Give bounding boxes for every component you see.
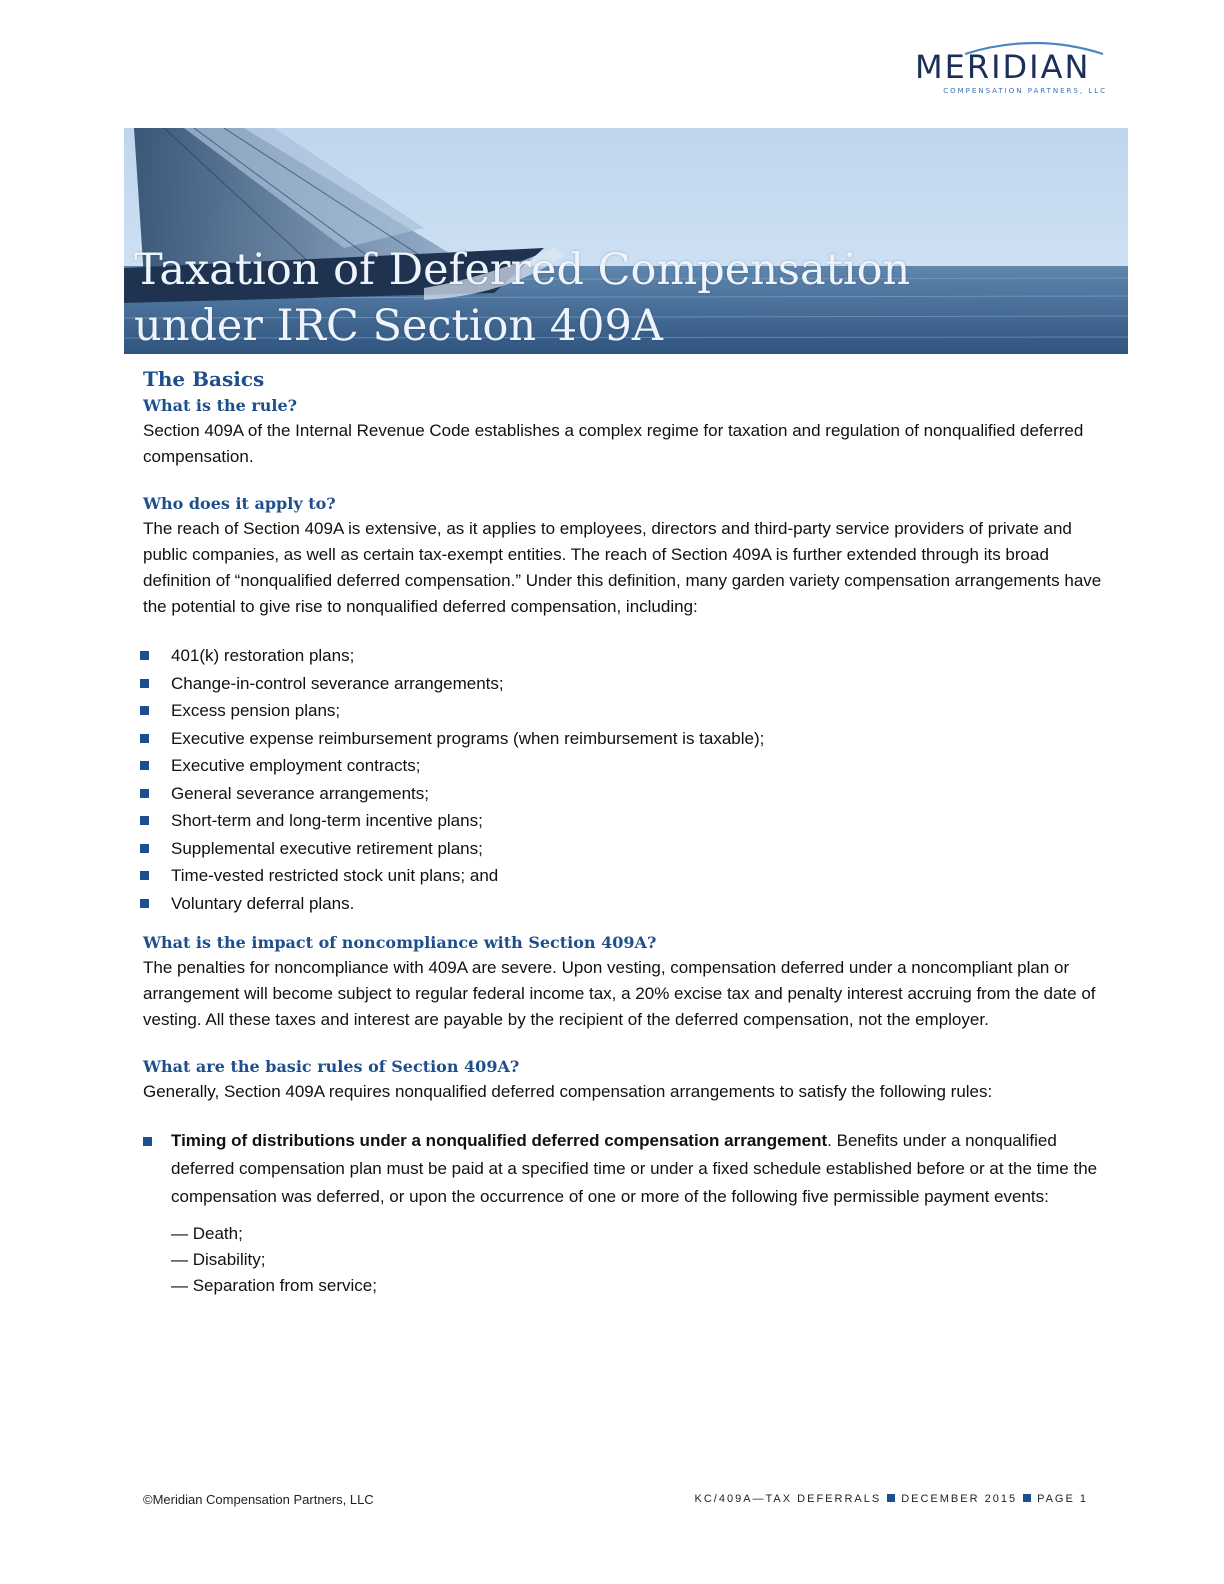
arrangement-list xyxy=(140,642,1103,917)
hero-banner xyxy=(124,128,1128,354)
answer-basic-rules: Generally, Section 409A requires nonqualified deferred compensation arrangements to satisfy the following rules: xyxy=(143,1082,993,1101)
question-heading-apply: Who does it apply to? xyxy=(143,494,336,513)
rule-timing-of-distributions xyxy=(143,1127,1103,1211)
answer-apply: The reach of Section 409A is extensive, as it applies to employees, directors and third-party service providers of private and public companies, as well as certain tax-exempt entities. The reach of Section 409A is further extended through its broad definition of “nonqualified deferred compensation.” Under this definition, many garden variety compensation arrangements have the potential to give rise to nonqualified deferred compensation, including: xyxy=(143,519,1102,616)
answer-rule: Section 409A of the Internal Revenue Code establishes a complex regime for taxation and regulation of nonqualified deferred compensation. xyxy=(143,421,1084,466)
title-line-2: under IRC Section 409A xyxy=(134,301,663,351)
question-heading-rule: What is the rule? xyxy=(143,396,298,415)
payment-events-list xyxy=(171,1221,1103,1299)
square-bullet-icon xyxy=(140,844,149,853)
square-bullet-icon xyxy=(140,871,149,880)
list-item: Supplemental executive retirement plans; xyxy=(140,835,1103,863)
list-item: Short-term and long-term incentive plans; xyxy=(140,807,1103,835)
list-item: Executive expense reimbursement programs (when reimbursement is taxable); xyxy=(140,725,1103,753)
square-bullet-icon xyxy=(140,789,149,798)
square-bullet-icon xyxy=(140,899,149,908)
square-bullet-icon xyxy=(140,816,149,825)
list-item: — Separation from service; xyxy=(171,1276,377,1295)
main-content xyxy=(143,364,1103,1299)
answer-impact: The penalties for noncompliance with 409A are severe. Upon vesting, compensation deferred under a noncompliant plan or arrangement will become subject to regular federal income tax, a 20% excise tax and penalty interest accruing from the date of vesting. All these taxes and interest are payable by the recipient of the deferred compensation, not the employer. xyxy=(143,958,1096,1029)
square-separator-icon xyxy=(1023,1494,1031,1502)
doc-code: KC/409A—TAX DEFERRALS xyxy=(694,1493,882,1505)
rule-description: . Benefits under a nonqualified deferred compensation plan must be paid at a specified time or under a fixed schedule established before or at the time the compensation was deferred, or upon the occurrence of one or more of the following five permissible payment events: xyxy=(171,1131,1098,1206)
document-title xyxy=(134,242,1124,354)
list-item: Voluntary deferral plans. xyxy=(140,890,1103,918)
list-item: — Death; xyxy=(171,1224,243,1243)
logo-tagline: COMPENSATION PARTNERS, LLC xyxy=(943,87,1107,95)
list-item: Change-in-control severance arrangements; xyxy=(140,670,1103,698)
footer-meta xyxy=(695,1493,1089,1505)
square-bullet-icon xyxy=(140,706,149,715)
title-line-1: Taxation of Deferred Compensation xyxy=(134,245,911,295)
list-item: — Disability; xyxy=(171,1250,266,1269)
question-heading-impact: What is the impact of noncompliance with Section 409A? xyxy=(143,933,657,952)
square-separator-icon xyxy=(887,1494,895,1502)
page-number: PAGE 1 xyxy=(1037,1493,1088,1505)
square-bullet-icon xyxy=(140,761,149,770)
list-item: Executive employment contracts; xyxy=(140,752,1103,780)
question-heading-basic-rules: What are the basic rules of Section 409A? xyxy=(143,1057,520,1076)
square-bullet-icon xyxy=(140,651,149,660)
square-bullet-icon xyxy=(140,679,149,688)
square-bullet-icon xyxy=(143,1137,152,1146)
list-item: Excess pension plans; xyxy=(140,697,1103,725)
list-item: General severance arrangements; xyxy=(140,780,1103,808)
footer-copyright: ©Meridian Compensation Partners, LLC xyxy=(143,1492,374,1507)
page-footer xyxy=(143,1492,1088,1512)
doc-date: DECEMBER 2015 xyxy=(901,1493,1018,1505)
list-item: 401(k) restoration plans; xyxy=(140,642,1103,670)
section-title: The Basics xyxy=(143,367,265,391)
list-item: Time-vested restricted stock unit plans; and xyxy=(140,862,1103,890)
square-bullet-icon xyxy=(140,734,149,743)
rule-title: Timing of distributions under a nonqualified deferred compensation arrangement xyxy=(171,1131,828,1150)
logo-wordmark: MERIDIAN xyxy=(915,48,1091,86)
company-logo xyxy=(905,40,1110,102)
